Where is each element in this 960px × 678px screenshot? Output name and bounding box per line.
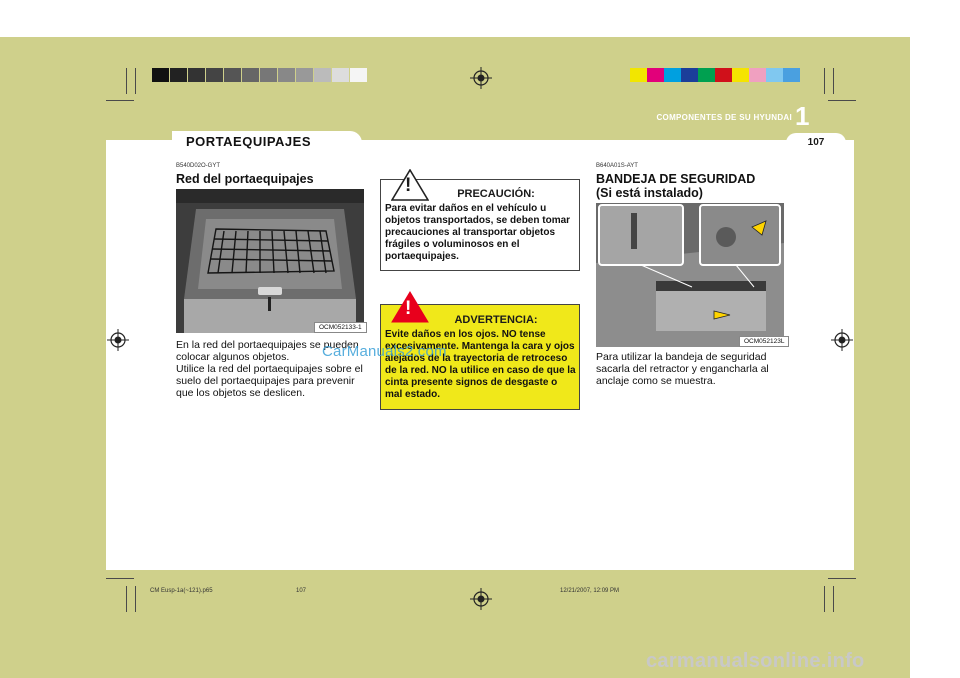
gray-swatch <box>224 68 241 82</box>
caution-text: Para evitar daños en el vehículo u objetos transportados, se deben tomar precauciones al transportar objetos frágiles o voluminosos en el portaequipajes. <box>385 203 571 262</box>
gray-swatch <box>170 68 187 82</box>
section-tab <box>172 131 362 153</box>
watermark: CarManuals2.com <box>322 343 447 360</box>
section-code: B640A01S-AYT <box>596 163 638 169</box>
warning-text: Evite daños en los ojos. NO tense excesivamente. Mantenga la cara y ojos alejados de la trayectoria de retroceso de la red. NO la utilice en caso de que la cinta presente signos de desgaste o mal estado. <box>385 329 576 400</box>
gray-swatch <box>350 68 367 82</box>
crop-mark <box>828 100 856 101</box>
crop-mark <box>135 68 136 94</box>
color-swatch <box>647 68 664 82</box>
page-tab <box>786 133 846 153</box>
crop-mark <box>833 68 834 94</box>
footer-page: 107 <box>296 588 307 594</box>
color-swatch <box>681 68 698 82</box>
gray-swatch <box>332 68 349 82</box>
gray-swatch <box>296 68 313 82</box>
security-cover-paragraph: Para utilizar la bandeja de seguridad sacarla del retractor y engancharla al anclaje como se muestra. <box>596 351 769 387</box>
crop-mark <box>824 586 825 612</box>
gray-swatch <box>314 68 331 82</box>
security-cover-image-caption: OCM052123L <box>739 336 789 347</box>
chapter-number: 1 <box>795 101 810 131</box>
crop-mark <box>824 68 825 94</box>
color-swatch <box>749 68 766 82</box>
gray-swatch <box>152 68 169 82</box>
color-swatch <box>630 68 647 82</box>
cargo-net-image-caption: OCM052133-1 <box>314 322 367 333</box>
cargo-net-paragraph-2: Utilice la red del portaequipajes sobre el suelo del portaequipajes para prevenir que los objetos se deslicen. <box>176 363 363 399</box>
cargo-net-heading: Red del portaequipajes <box>176 172 314 186</box>
crop-mark <box>126 586 127 612</box>
registration-mark-icon <box>107 329 129 351</box>
color-swatch <box>783 68 800 82</box>
cargo-net-illustration <box>176 189 364 333</box>
footer-file: CM Eusp-1a(~121).p65 <box>150 588 213 594</box>
crop-mark <box>135 586 136 612</box>
gray-swatch <box>188 68 205 82</box>
gray-swatch <box>278 68 295 82</box>
section-code: B540D02O-GYT <box>176 163 221 169</box>
crop-mark <box>828 578 856 579</box>
warning-title: ADVERTENCIA: <box>454 314 538 326</box>
color-swatch <box>698 68 715 82</box>
crop-mark <box>106 578 134 579</box>
registration-mark-icon <box>831 329 853 351</box>
color-swatch <box>732 68 749 82</box>
warning-symbol: ! <box>405 298 412 319</box>
crop-mark <box>106 100 134 101</box>
cargo-net-paragraph-1: En la red del portaequipajes se pueden colocar algunos objetos. <box>176 339 359 363</box>
color-swatch <box>715 68 732 82</box>
color-swatch <box>664 68 681 82</box>
page-number: 107 <box>807 137 825 148</box>
footer-datetime: 12/21/2007, 12:09 PM <box>560 588 620 594</box>
security-cover-subheading: (Si está instalado) <box>596 186 703 200</box>
registration-mark-icon <box>470 67 492 89</box>
registration-mark-icon <box>470 588 492 610</box>
gray-swatch <box>206 68 223 82</box>
gray-swatch <box>260 68 277 82</box>
color-swatch <box>766 68 783 82</box>
security-cover-illustration <box>596 203 784 347</box>
crop-mark <box>833 586 834 612</box>
chapter-title: COMPONENTES DE SU HYUNDAI <box>656 113 792 122</box>
crop-mark <box>126 68 127 94</box>
caution-box <box>380 175 580 271</box>
section-title: PORTAEQUIPAJES <box>186 134 311 149</box>
caution-title: PRECAUCIÓN: <box>457 188 535 200</box>
cargo-net-photo <box>176 189 364 333</box>
caution-symbol: ! <box>405 175 412 196</box>
security-cover-heading: BANDEJA DE SEGURIDAD <box>596 172 756 186</box>
security-cover-photo <box>596 203 784 347</box>
gray-swatch <box>242 68 259 82</box>
site-url[interactable]: carmanualsonline.info <box>646 650 865 672</box>
